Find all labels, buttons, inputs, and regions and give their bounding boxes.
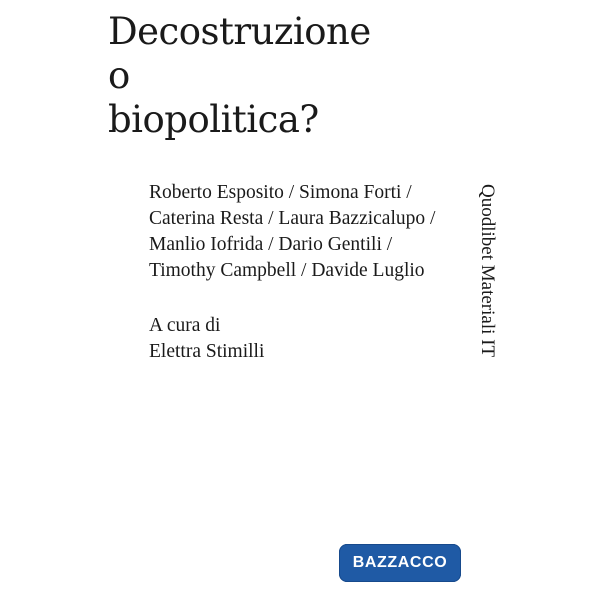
editor-name: Elettra Stimilli: [149, 341, 265, 362]
author-line: Timothy Campbell / Davide Luglio: [149, 260, 425, 281]
author-list: [149, 180, 435, 284]
title-line-3: biopolitica?: [108, 98, 319, 141]
editor-credit: [149, 313, 264, 365]
book-title: [108, 10, 371, 142]
author-line: Manlio Iofrida / Dario Gentili /: [149, 234, 393, 255]
author-line: Roberto Esposito / Simona Forti /: [149, 182, 412, 203]
series-text: Quodlibet Materiali IT: [477, 184, 498, 358]
editor-label: A cura di: [149, 315, 221, 336]
series-label: [468, 184, 508, 404]
publisher-logo-text: BAZZACCO: [352, 554, 448, 571]
author-line: Caterina Resta / Laura Bazzicalupo /: [149, 208, 436, 229]
title-line-1: Decostruzione: [108, 10, 371, 53]
publisher-logo: [339, 544, 461, 582]
title-line-2: o: [108, 54, 130, 97]
